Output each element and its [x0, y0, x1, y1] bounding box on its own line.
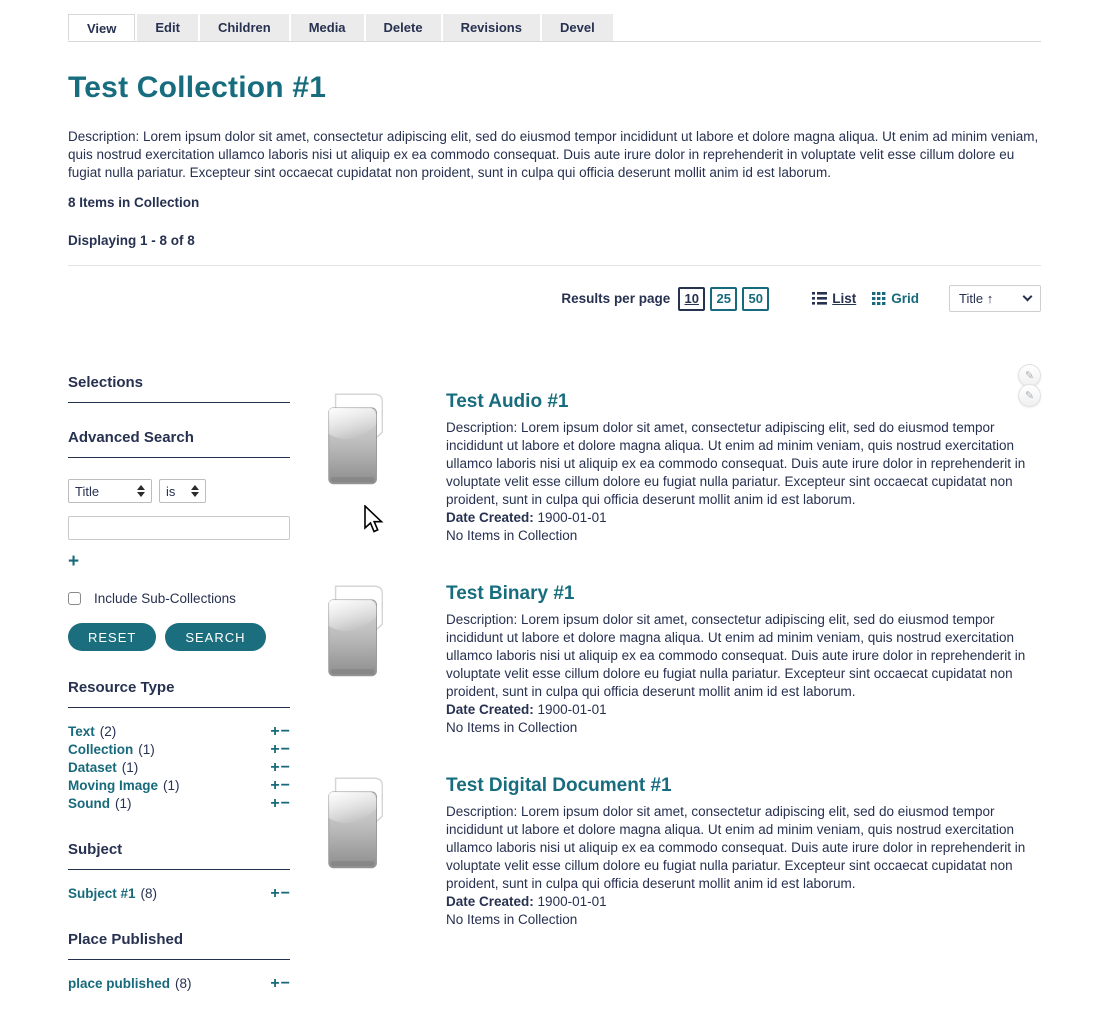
grid-view-button[interactable]: [872, 291, 919, 306]
tab-bar: [68, 14, 1041, 42]
item-no-items: No Items in Collection: [446, 912, 578, 927]
sidebar: [68, 374, 290, 1019]
divider: [68, 402, 290, 403]
include-sub-collections-checkbox[interactable]: [68, 592, 81, 605]
facet-exclude-button[interactable]: −: [280, 777, 290, 794]
facet-include-button[interactable]: +: [270, 741, 280, 758]
displaying-range: Displaying 1 - 8 of 8: [68, 233, 195, 248]
facet-link[interactable]: place published: [68, 976, 171, 991]
grid-icon: [872, 292, 886, 305]
add-criterion-button[interactable]: +: [68, 551, 80, 572]
edit-pencil-button[interactable]: [1018, 384, 1041, 407]
facet-row-moving-image: [68, 777, 290, 795]
facet-row-sound: [68, 795, 290, 813]
item-title-link[interactable]: Test Binary #1: [446, 583, 575, 604]
search-operator-select[interactable]: is: [159, 479, 206, 503]
facet-exclude-button[interactable]: −: [280, 741, 290, 758]
divider: [68, 707, 290, 708]
sort-select[interactable]: [949, 285, 1041, 312]
facet-count: (1): [163, 778, 180, 793]
item-date-created: Date Created: 1900-01-01: [446, 510, 607, 525]
collection-item: [320, 566, 1041, 758]
quick-edit-buttons: [1018, 364, 1041, 404]
facet-link[interactable]: Sound: [68, 796, 110, 811]
chevron-down-icon: [1023, 292, 1033, 302]
facet-include-button[interactable]: +: [270, 723, 280, 740]
item-no-items: No Items in Collection: [446, 720, 578, 735]
facet-count: (1): [121, 760, 139, 775]
facet-count: (8): [140, 886, 158, 901]
item-description: Description: Lorem ipsum dolor sit amet, consectetur adipiscing elit, sed do eiusmod tempor incididunt ut labore et dolore magna aliqua. Ut enim ad minim veniam, quis nostrud exercitation ullamco laboris nisi ut aliquip ex ea commodo consequat. Duis aute irure dolor in reprehenderit in voluptate velit esse cillum dolore eu fugiat nulla pariatur. Excepteur sint occaecat cupidatat non proident, sunt in culpa qui officia deserunt mollit anim id est laborum.: [446, 612, 1026, 699]
item-no-items: No Items in Collection: [446, 528, 578, 543]
folder-icon[interactable]: [320, 775, 394, 873]
results-per-page-50[interactable]: 50: [742, 287, 769, 311]
facet-link[interactable]: Subject #1: [68, 886, 136, 901]
results-bar: [68, 285, 1041, 312]
item-description: Description: Lorem ipsum dolor sit amet, consectetur adipiscing elit, sed do eiusmod tempor incididunt ut labore et dolore magna aliqua. Ut enim ad minim veniam, quis nostrud exercitation ullamco laboris nisi ut aliquip ex ea commodo consequat. Duis aute irure dolor in reprehenderit in voluptate velit esse cillum dolore eu fugiat nulla pariatur. Excepteur sint occaecat cupidatat non proident, sunt in culpa qui officia deserunt mollit anim id est laborum.: [446, 420, 1026, 507]
facet-row-subject-1: [68, 885, 290, 903]
divider: [68, 869, 290, 870]
pencil-icon: ✎: [1024, 370, 1035, 382]
page-container: [68, 14, 1041, 1019]
place-published-heading: Place Published: [68, 931, 184, 948]
item-date-created: Date Created: 1900-01-01: [446, 894, 607, 909]
tab-children[interactable]: Children: [200, 14, 289, 41]
tab-edit[interactable]: Edit: [137, 14, 198, 41]
search-field-select[interactable]: Title: [68, 479, 152, 503]
divider: [68, 959, 290, 960]
include-sub-collections-row[interactable]: [68, 591, 290, 606]
list-icon: [812, 292, 827, 305]
resource-type-heading: Resource Type: [68, 679, 175, 696]
facet-count: (1): [138, 742, 155, 757]
include-sub-collections-label: Include Sub-Collections: [94, 591, 236, 606]
facet-exclude-button[interactable]: −: [280, 885, 290, 902]
facet-exclude-button[interactable]: −: [280, 723, 290, 740]
facet-exclude-button[interactable]: −: [280, 795, 290, 812]
facet-row-text: [68, 723, 290, 741]
list-label: List: [832, 291, 857, 306]
view-toggle: [812, 291, 919, 306]
facet-include-button[interactable]: +: [270, 777, 280, 794]
tab-view[interactable]: View: [68, 14, 135, 41]
facet-link[interactable]: Text: [68, 724, 95, 739]
facet-row-collection: [68, 741, 290, 759]
collection-item: [320, 758, 1041, 950]
sort-select-value: Title ↑: [959, 291, 994, 306]
facet-link[interactable]: Moving Image: [68, 778, 159, 793]
collection-description: Description: Lorem ipsum dolor sit amet, consectetur adipiscing elit, sed do eiusmod tempor incididunt ut labore et dolore magna aliqua. Ut enim ad minim veniam, quis nostrud exercitation ullamco laboris nisi ut aliquip ex ea commodo consequat. Duis aute irure dolor in reprehenderit in voluptate velit esse cillum dolore eu fugiat nulla pariatur. Excepteur sint occaecat cupidatat non proident, sunt in culpa qui officia deserunt mollit anim id est laborum.: [68, 129, 1039, 180]
reset-button[interactable]: RESET: [68, 623, 156, 651]
advanced-search-heading: Advanced Search: [68, 429, 194, 446]
facet-count: (1): [115, 796, 132, 811]
facet-include-button[interactable]: +: [270, 759, 280, 776]
item-description: Description: Lorem ipsum dolor sit amet, consectetur adipiscing elit, sed do eiusmod tempor incididunt ut labore et dolore magna aliqua. Ut enim ad minim veniam, quis nostrud exercitation ullamco laboris nisi ut aliquip ex ea commodo consequat. Duis aute irure dolor in reprehenderit in voluptate velit esse cillum dolore eu fugiat nulla pariatur. Excepteur sint occaecat cupidatat non proident, sunt in culpa qui officia deserunt mollit anim id est laborum.: [446, 804, 1026, 891]
search-button[interactable]: SEARCH: [165, 623, 265, 651]
grid-label: Grid: [891, 291, 919, 306]
facet-include-button[interactable]: +: [270, 975, 280, 992]
results-list: [320, 370, 1041, 1019]
results-per-page-label: Results per page: [561, 291, 671, 306]
facet-exclude-button[interactable]: −: [280, 759, 290, 776]
results-per-page-25[interactable]: 25: [710, 287, 737, 311]
folder-icon[interactable]: [320, 391, 394, 489]
facet-row-dataset: [68, 759, 290, 777]
folder-icon[interactable]: [320, 583, 394, 681]
item-title-link[interactable]: Test Digital Document #1: [446, 775, 672, 796]
tab-devel[interactable]: Devel: [542, 14, 613, 41]
pencil-icon: ✎: [1024, 390, 1035, 402]
facet-row-place-published: [68, 975, 290, 993]
select-spinner-icon: [137, 485, 145, 497]
subject-heading: Subject: [68, 841, 123, 858]
results-per-page-10[interactable]: 10: [678, 287, 705, 311]
facet-count: (2): [99, 724, 117, 739]
page-title: Test Collection #1: [68, 71, 327, 104]
facet-link[interactable]: Dataset: [68, 760, 117, 775]
item-date-created: Date Created: 1900-01-01: [446, 702, 607, 717]
facet-count: (8): [175, 976, 192, 991]
collection-item: [320, 370, 1041, 566]
facet-include-button[interactable]: +: [270, 795, 280, 812]
selections-heading: Selections: [68, 374, 144, 391]
mouse-cursor: [363, 505, 385, 540]
search-term-input[interactable]: [68, 516, 290, 540]
facet-exclude-button[interactable]: −: [280, 975, 290, 992]
item-title-link[interactable]: Test Audio #1: [446, 391, 569, 412]
tab-revisions[interactable]: Revisions: [443, 14, 540, 41]
facet-link[interactable]: Collection: [68, 742, 134, 757]
tab-delete[interactable]: Delete: [366, 14, 441, 41]
items-count: 8 Items in Collection: [68, 195, 200, 210]
divider: [68, 265, 1041, 266]
divider: [68, 457, 290, 458]
tab-media[interactable]: Media: [291, 14, 364, 41]
select-spinner-icon: [191, 485, 199, 497]
list-view-button[interactable]: [812, 291, 856, 306]
facet-include-button[interactable]: +: [270, 885, 280, 902]
